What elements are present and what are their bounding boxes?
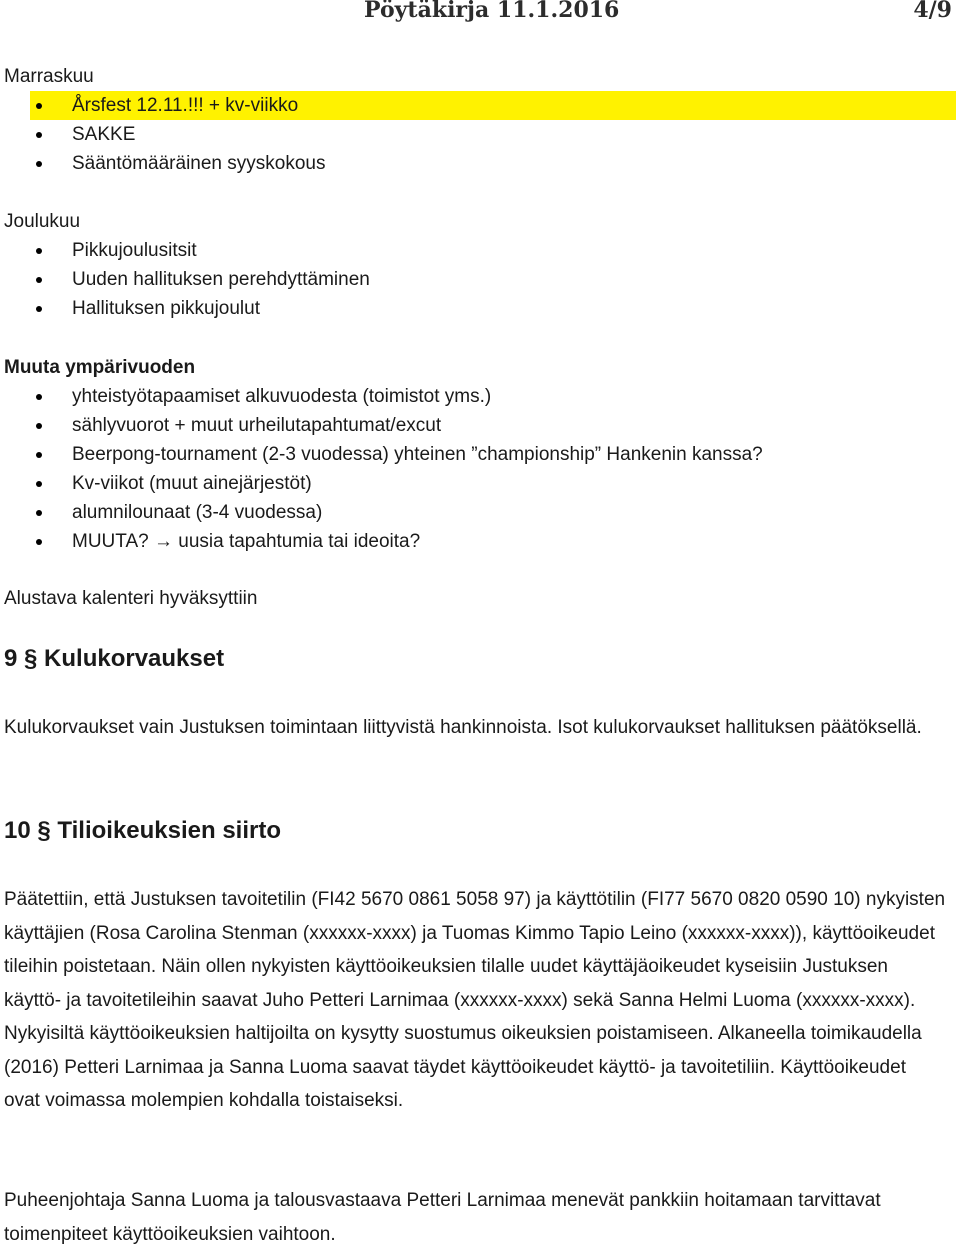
list-item-text: sählyvuorot + muut urheilutapahtumat/excut (72, 415, 442, 436)
december-heading: Joulukuu (4, 211, 81, 232)
page-number: 4/9 (913, 0, 952, 23)
section-10-text: Päätettiin, että Justuksen tavoitetilin (FI42 5670 0861 5058 97) ja käyttötilin (FI77 5670 0820 0590 10) nykyisten käyttäjien (Rosa Carolina Stenman (xxxxxx-xxxx) ja Tuomas Kimmo Tapio Leino (xxxxxx-xxxx)), käyttöoikeudet tileihin poistetaan. Näin ollen nykyisten käyttöoikeuksien tilalle uudet käyttäjäoikeudet kyseisiin Justuksen käyttö- ja tavoitetileihin saavat Juho Petteri Larnimaa (xxxxxx-xxxx) sekä Sanna Helmi Luoma (xxxxxx-xxxx). Nykyisiltä käyttöoikeuksien haltijoilta on kysytty suostumus oikeuksien poistamiseen. Alkaneella toimikaudella (2016) Petteri Larnimaa ja Sanna Luoma saavat täydet käyttöoikeudet käyttö- ja tavoitetiliin. Käyttöoikeudet ovat voimassa molempien kohdalla toistaiseksi. (4, 889, 946, 1111)
list-item-text: SAKKE (72, 124, 136, 145)
list-item-text: Hallituksen pikkujoulut (72, 298, 260, 319)
list-item-text: alumnilounaat (3-4 vuodessa) (72, 502, 323, 523)
bullet-icon (36, 161, 42, 167)
list-item (4, 265, 956, 294)
bullet-icon (36, 423, 42, 429)
list-item (4, 120, 956, 149)
bullet-icon (36, 539, 42, 545)
list-item (4, 149, 956, 178)
december-list (4, 236, 956, 323)
section-10-title: 10 § Tilioikeuksien siirto (4, 817, 282, 844)
list-item-text: Kv-viikot (muut ainejärjestöt) (72, 473, 312, 494)
bullet-icon (36, 248, 42, 254)
list-item-text: Uuden hallituksen perehdyttäminen (72, 269, 370, 290)
year-round-list (4, 382, 956, 556)
list-item-text: Sääntömääräinen syyskokous (72, 153, 326, 174)
list-item (4, 469, 956, 498)
section-9-text: Kulukorvaukset vain Justuksen toimintaan liittyvistä hankinnoista. Isot kulukorvaukset hallituksen päätöksellä. (4, 717, 922, 738)
bullet-icon (36, 510, 42, 516)
list-item (4, 382, 956, 411)
list-item (4, 498, 956, 527)
list-item (4, 527, 956, 556)
november-list (4, 91, 956, 178)
november-heading: Marraskuu (4, 66, 94, 87)
list-item (30, 91, 956, 120)
bullet-icon (36, 132, 42, 138)
list-item (4, 440, 956, 469)
list-item-text: Beerpong-tournament (2-3 vuodessa) yhteinen ”championship” Hankenin kanssa? (72, 444, 763, 465)
year-round-section (4, 353, 956, 556)
bullet-icon (36, 277, 42, 283)
document-title: Pöytäkirja 11.1.2016 (364, 0, 620, 23)
list-item-text: yhteistyötapaamiset alkuvuodesta (toimistot yms.) (72, 386, 492, 407)
list-item-text: MUUTA? → uusia tapahtumia tai ideoita? (72, 531, 421, 552)
year-round-heading: Muuta ympärivuoden (4, 357, 196, 378)
bullet-icon (36, 306, 42, 312)
list-item (4, 236, 956, 265)
bullet-icon (36, 394, 42, 400)
bullet-icon (36, 481, 42, 487)
section-10-closing: Puheenjohtaja Sanna Luoma ja talousvastaava Petteri Larnimaa menevät pankkiin hoitamaan tarvittavat toimenpiteet käyttöoikeuksien vaihtoon. (4, 1190, 881, 1245)
bullet-icon (36, 452, 42, 458)
december-section (4, 207, 956, 323)
list-item (4, 294, 956, 323)
page-header (0, 0, 960, 26)
list-item-text: Årsfest 12.11.!!! + kv-viikko (72, 95, 299, 116)
list-item (4, 411, 956, 440)
calendar-approved-note: Alustava kalenteri hyväksyttiin (4, 588, 258, 609)
bullet-icon (36, 103, 42, 109)
list-item-text: Pikkujoulusitsit (72, 240, 197, 261)
november-section (4, 62, 956, 178)
section-9-title: 9 § Kulukorvaukset (4, 645, 225, 672)
